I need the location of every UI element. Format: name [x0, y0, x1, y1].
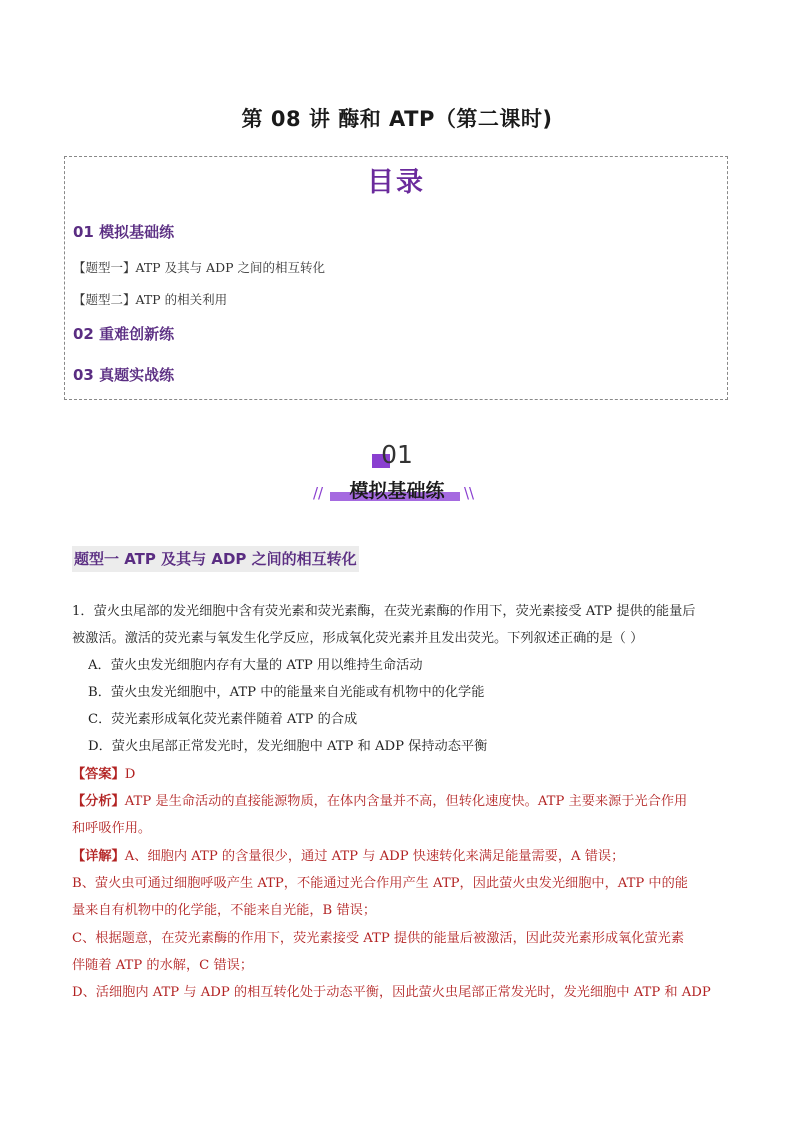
- analysis-line-1: [72, 788, 727, 815]
- analysis-text-1: ATP 是生命活动的直接能源物质，在体内含量并不高，但转化速度快。ATP 主要来源于光合作用: [124, 794, 688, 809]
- detail-text-1: A、细胞内 ATP 的含量很少，通过 ATP 与 ADP 快速转化来满足能量需要，A 错误；: [124, 849, 625, 864]
- option-a: A．萤火虫发光细胞内存有大量的 ATP 用以维持生命活动: [88, 658, 423, 673]
- option-b: B．萤火虫发光细胞中，ATP 中的能量来自光能或有机物中的化学能: [88, 685, 485, 700]
- option-c: C．荧光素形成氧化荧光素伴随着 ATP 的合成: [88, 712, 358, 727]
- detail-line-5: 伴随着 ATP 的水解，C 错误；: [72, 958, 254, 973]
- toc-item-type-1[interactable]: 【题型一】ATP 及其与 ADP 之间的相互转化: [73, 260, 325, 275]
- section-name: 模拟基础练: [349, 480, 445, 502]
- section-slash-right: \\: [464, 484, 475, 502]
- detail-line-2: B、萤火虫可通过细胞呼吸产生 ATP，不能通过光合作用产生 ATP，因此萤火虫发光细胞中，ATP 中的能: [72, 876, 688, 891]
- analysis-tag: 【分析】: [72, 794, 125, 809]
- table-of-contents: [64, 156, 728, 400]
- toc-item-section-01[interactable]: 01 模拟基础练: [73, 223, 175, 241]
- section-banner: [0, 440, 794, 510]
- detail-line-3: 量来自有机物中的化学能，不能来自光能，B 错误；: [72, 903, 377, 918]
- detail-line-1: [72, 843, 727, 870]
- detail-line-4: C、根据题意，在荧光素酶的作用下，荧光素接受 ATP 提供的能量后被激活，因此荧光素形成氧化萤光素: [72, 931, 685, 946]
- section-number: 01: [381, 440, 413, 469]
- toc-item-section-03[interactable]: 03 真题实战练: [73, 366, 175, 384]
- answer-tag: 【答案】: [72, 767, 125, 782]
- toc-item-type-2[interactable]: 【题型二】ATP 的相关利用: [73, 292, 228, 307]
- answer-line: [72, 761, 727, 788]
- toc-item-section-02[interactable]: 02 重难创新练: [73, 325, 175, 343]
- question-type-heading: 题型一 ATP 及其与 ADP 之间的相互转化: [72, 546, 359, 572]
- option-d: D．萤火虫尾部正常发光时，发光细胞中 ATP 和 ADP 保持动态平衡: [88, 739, 488, 754]
- answer-value: D: [124, 767, 136, 782]
- question-stem-line-2: 被激活。激活的荧光素与氧发生化学反应，形成氧化荧光素并且发出荧光。下列叙述正确的是（ ）: [72, 631, 644, 646]
- document-title: 第 08 讲 酶和 ATP（第二课时): [241, 107, 553, 131]
- detail-line-6: D、活细胞内 ATP 与 ADP 的相互转化处于动态平衡，因此萤火虫尾部正常发光时，发光细胞中 ATP 和 ADP: [72, 985, 711, 1000]
- question-stem-line-1: 1．萤火虫尾部的发光细胞中含有荧光素和荧光素酶，在荧光素酶的作用下，荧光素接受 ATP 提供的能量后: [72, 604, 696, 619]
- toc-heading: 目录: [367, 167, 425, 198]
- section-slash-left: //: [313, 484, 324, 502]
- detail-tag: 【详解】: [72, 849, 125, 864]
- analysis-line-2: 和呼吸作用。: [72, 821, 152, 836]
